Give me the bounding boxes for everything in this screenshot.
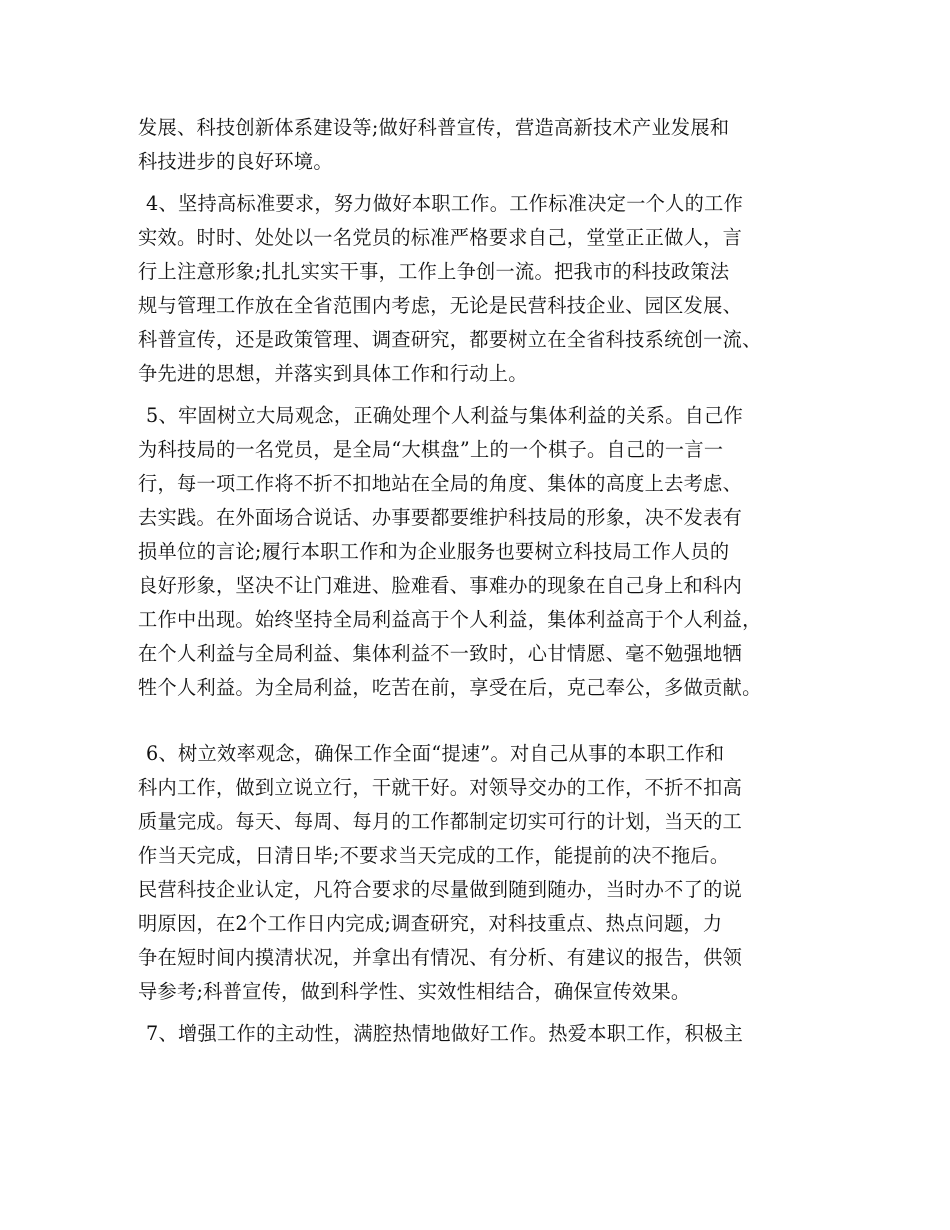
text-line: 6、树立效率观念，确保工作全面“提速”。对自己从事的本职工作和 bbox=[146, 742, 725, 765]
text-line: 作当天完成，日清日毕;不要求当天完成的工作，能提前的决不拖后。 bbox=[138, 844, 730, 867]
text-line: 争先进的思想，并落实到具体工作和行动上。 bbox=[138, 362, 528, 385]
text-line: 为科技局的一名党员，是全局“大棋盘”上的一个棋子。自己的一言一 bbox=[138, 438, 724, 461]
text-line: 7、增强工作的主动性，满腔热情地做好工作。热爱本职工作，积极主 bbox=[146, 1022, 744, 1045]
text-line: 5、牢固树立大局观念，正确处理个人利益与集体利益的关系。自己作 bbox=[146, 404, 744, 427]
text-line: 损单位的言论;履行本职工作和为企业服务也要树立科技局工作人员的 bbox=[138, 540, 730, 563]
text-line: 规与管理工作放在全省范围内考虑，无论是民营科技企业、园区发展、 bbox=[138, 294, 743, 317]
text-line: 牲个人利益。为全局利益，吃苦在前，享受在后，克己奉公，多做贡献。 bbox=[138, 676, 762, 699]
text-line: 去实践。在外面场合说话、办事要都要维护科技局的形象，决不发表有 bbox=[138, 506, 743, 529]
text-line: 良好形象，坚决不让门难进、脸难看、事难办的现象在自己身上和科内 bbox=[138, 574, 743, 597]
text-line: 明原因，在2个工作日内完成;调查研究，对科技重点、热点问题，力 bbox=[138, 912, 723, 935]
text-line: 科普宣传，还是政策管理、调查研究，都要树立在全省科技系统创一流、 bbox=[138, 328, 762, 351]
text-line: 行上注意形象;扎扎实实干事，工作上争创一流。把我市的科技政策法 bbox=[138, 260, 730, 283]
text-line: 4、坚持高标准要求，努力做好本职工作。工作标准决定一个人的工作 bbox=[146, 192, 744, 215]
text-line: 争在短时间内摸清状况，并拿出有情况、有分析、有建议的报告，供领 bbox=[138, 946, 743, 969]
text-line: 工作中出现。始终坚持全局利益高于个人利益，集体利益高于个人利益， bbox=[138, 608, 762, 631]
text-line: 在个人利益与全局利益、集体利益不一致时，心甘情愿、毫不勉强地牺 bbox=[138, 642, 743, 665]
text-line: 质量完成。每天、每周、每月的工作都制定切实可行的计划，当天的工 bbox=[138, 810, 743, 833]
text-line: 导参考;科普宣传，做到科学性、实效性相结合，确保宣传效果。 bbox=[138, 980, 691, 1003]
text-line: 发展、科技创新体系建设等;做好科普宣传，营造高新技术产业发展和 bbox=[138, 116, 730, 139]
text-line: 实效。时时、处处以一名党员的标准严格要求自己，堂堂正正做人，言 bbox=[138, 226, 743, 249]
text-line: 行，每一项工作将不折不扣地站在全局的角度、集体的高度上去考虑、 bbox=[138, 472, 743, 495]
text-line: 民营科技企业认定，凡符合要求的尽量做到随到随办，当时办不了的说 bbox=[138, 878, 743, 901]
text-line: 科内工作，做到立说立行，干就干好。对领导交办的工作，不折不扣高 bbox=[138, 776, 743, 799]
text-line: 科技进步的良好环境。 bbox=[138, 150, 333, 173]
